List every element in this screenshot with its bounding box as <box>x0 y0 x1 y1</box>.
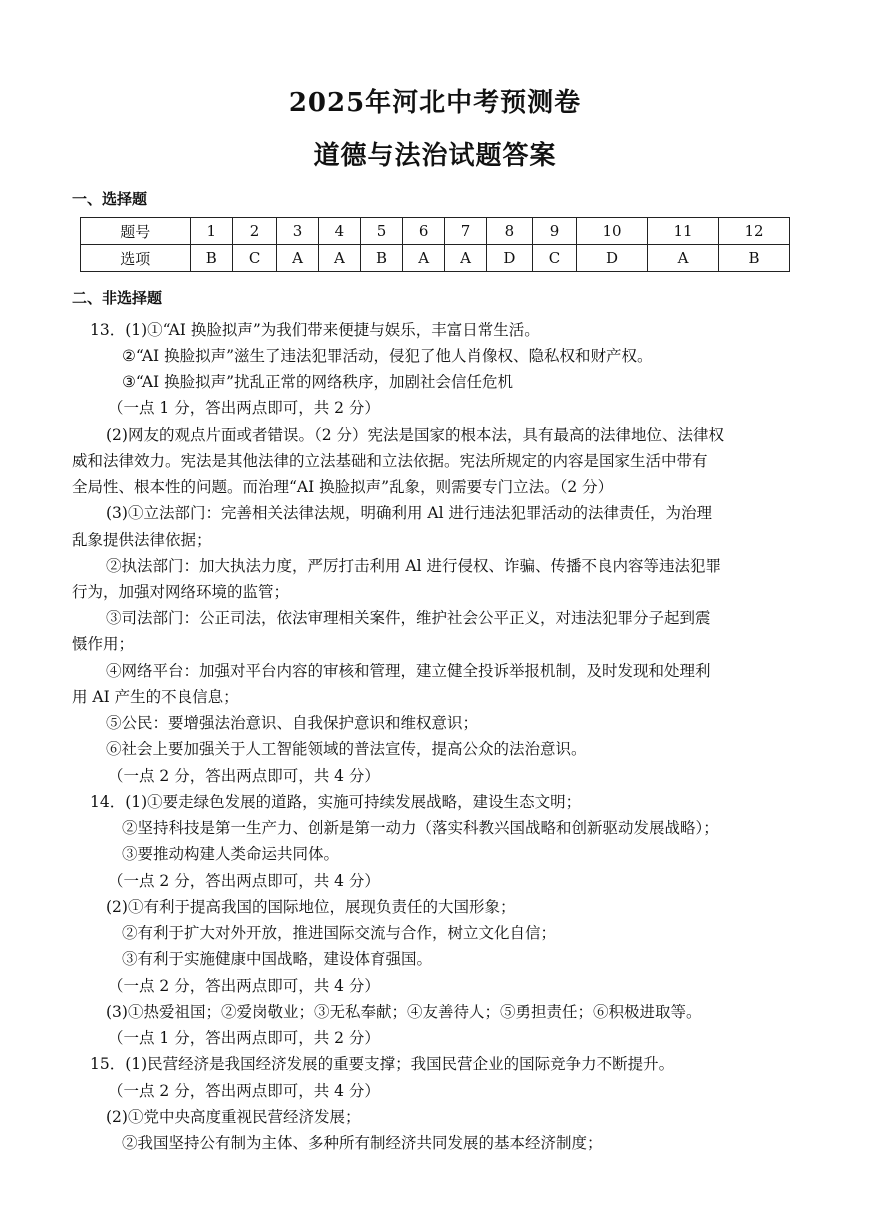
answer-line: （一点 2 分，答出两点即可，共 4 分） <box>108 977 380 995</box>
answer-line: （一点 1 分，答出两点即可，共 2 分） <box>108 399 380 417</box>
answer-line: 用 AI 产生的不良信息； <box>72 688 239 706</box>
answer-line: ③要推动构建人类命运共同体。 <box>122 845 340 863</box>
document-subtitle: 道德与法治试题答案 <box>313 141 557 171</box>
document-title: 2025年河北中考预测卷 <box>288 88 582 118</box>
answer-line: ③有利于实施健康中国战略，建设体育强国。 <box>122 950 433 968</box>
answer-line: (2)网友的观点片面或者错误。（2 分）宪法是国家的根本法，具有最高的法律地位、法律权 <box>106 426 724 444</box>
answer-cell: A <box>277 245 319 272</box>
question-number: 4 <box>318 218 360 245</box>
answer-line: ②执法部门：加大执法力度，严厉打击利用 Al 进行侵权、诈骗、传播不良内容等违法犯罪 <box>106 557 722 575</box>
answer-table-header-label: 题号 <box>81 218 191 245</box>
answer-table-number-row <box>81 218 790 245</box>
answer-line: （一点 2 分，答出两点即可，共 4 分） <box>108 767 380 785</box>
answer-line: ②有利于扩大对外开放，推进国际交流与合作，树立文化自信； <box>122 924 557 942</box>
answer-cell: D <box>486 245 532 272</box>
answer-line: ③“AI 换脸拟声”扰乱正常的网络秩序，加剧社会信任危机 <box>122 373 513 391</box>
answer-cell: A <box>403 245 445 272</box>
answer-cell: A <box>445 245 487 272</box>
answer-table-answer-row <box>81 245 790 272</box>
answer-line: （一点 2 分，答出两点即可，共 4 分） <box>108 1082 380 1100</box>
answer-line: (2)①有利于提高我国的国际地位，展现负责任的大国形象； <box>106 898 516 916</box>
answer-line: 14．(1)①要走绿色发展的道路，实施可持续发展战略，建设生态文明； <box>90 793 582 811</box>
answer-line: （一点 1 分，答出两点即可，共 2 分） <box>108 1029 380 1047</box>
answer-line: 乱象提供法律依据； <box>72 531 212 549</box>
answer-line: 威和法律效力。宪法是其他法律的立法基础和立法依据。宪法所规定的内容是国家生活中带有 <box>72 452 708 470</box>
answer-cell: B <box>360 245 402 272</box>
answer-line: 行为，加强对网络环境的监管； <box>72 583 290 601</box>
answer-cell: B <box>718 245 789 272</box>
answer-line: ②坚持科技是第一生产力、创新是第一动力（落实科教兴国战略和创新驱动发展战略）； <box>122 819 719 837</box>
question-number: 2 <box>233 218 277 245</box>
answer-table <box>80 217 790 272</box>
answer-cell: C <box>532 245 576 272</box>
answer-line: 13．(1)①“AI 换脸拟声”为我们带来便捷与娱乐，丰富日常生活。 <box>90 321 540 339</box>
question-number: 12 <box>718 218 789 245</box>
answer-line: ④网络平台：加强对平台内容的审核和管理，建立健全投诉举报机制，及时发现和处理利 <box>106 662 711 680</box>
question-number: 7 <box>445 218 487 245</box>
question-number: 3 <box>277 218 319 245</box>
answer-line: ②“AI 换脸拟声”滋生了违法犯罪活动，侵犯了他人肖像权、隐私权和财产权。 <box>122 347 653 365</box>
answer-cell: D <box>577 245 648 272</box>
question-number: 10 <box>577 218 648 245</box>
question-number: 11 <box>648 218 719 245</box>
answer-line: (3)①立法部门：完善相关法律法规，明确利用 Al 进行违法犯罪活动的法律责任，为治理 <box>106 504 712 522</box>
answer-cell: C <box>233 245 277 272</box>
question-number: 5 <box>360 218 402 245</box>
answer-line: ②我国坚持公有制为主体、多种所有制经济共同发展的基本经济制度； <box>122 1134 603 1152</box>
answer-line: ⑥社会上要加强关于人工智能领域的普法宣传，提高公众的法治意识。 <box>106 740 587 758</box>
question-number: 8 <box>486 218 532 245</box>
answer-cell: A <box>318 245 360 272</box>
answer-line: 全局性、根本性的问题。而治理“AI 换脸拟声”乱象，则需要专门立法。（2 分） <box>72 478 614 496</box>
answer-cell: B <box>190 245 232 272</box>
answer-line: （一点 2 分，答出两点即可，共 4 分） <box>108 872 380 890</box>
answer-cell: A <box>648 245 719 272</box>
question-number: 1 <box>190 218 232 245</box>
answer-line: ⑤公民：要增强法治意识、自我保护意识和维权意识； <box>106 714 479 732</box>
answer-line: 15．(1)民营经济是我国经济发展的重要支撑；我国民营企业的国际竞争力不断提升。 <box>90 1055 675 1073</box>
section-heading-choice: 一、选择题 <box>72 190 148 208</box>
answer-line: ③司法部门：公正司法，依法审理相关案件，维护社会公平正义，对违法犯罪分子起到震 <box>106 609 711 627</box>
section-heading-nonchoice: 二、非选择题 <box>72 289 163 307</box>
question-number: 6 <box>403 218 445 245</box>
answer-line: (2)①党中央高度重视民营经济发展； <box>106 1108 361 1126</box>
question-number: 9 <box>532 218 576 245</box>
answer-table-row-label: 选项 <box>81 245 191 272</box>
answer-line: 慑作用； <box>72 635 135 653</box>
answer-line: (3)①热爱祖国；②爱岗敬业；③无私奉献；④友善待人；⑤勇担责任；⑥积极进取等。 <box>106 1003 702 1021</box>
